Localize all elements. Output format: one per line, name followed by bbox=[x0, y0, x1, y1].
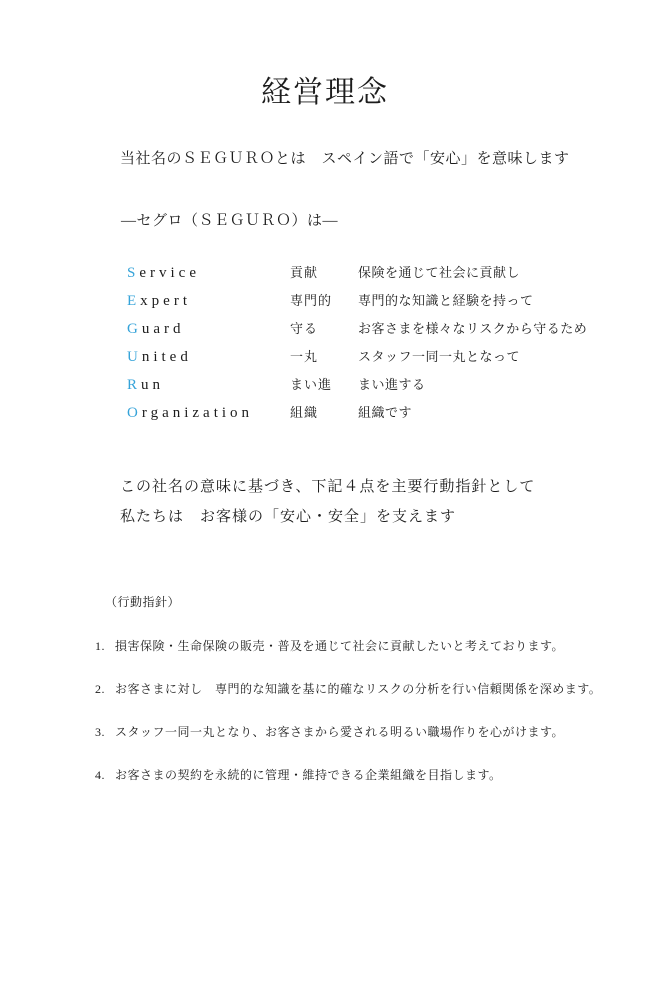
guideline-item-1 bbox=[95, 638, 650, 654]
acronym-table bbox=[127, 259, 650, 427]
acronym-word bbox=[127, 287, 290, 315]
guidelines-heading: （行動指針） bbox=[105, 595, 181, 609]
acronym-rest: uard bbox=[141, 321, 185, 337]
acronym-term-jp: 貢献 bbox=[290, 265, 319, 280]
acronym-description: スタッフ一同一丸となって bbox=[358, 349, 521, 364]
acronym-term-jp: 専門的 bbox=[290, 293, 333, 308]
acronym-description: 組織です bbox=[358, 405, 413, 420]
guideline-text: お客さまの契約を永続的に管理・維持できる企業組織を目指します。 bbox=[115, 768, 502, 782]
acronym-initial: O bbox=[127, 405, 142, 421]
acronym-initial: R bbox=[127, 377, 142, 393]
acronym-word bbox=[127, 315, 290, 343]
document-page bbox=[0, 75, 650, 994]
acronym-rest: xpert bbox=[140, 293, 191, 309]
acronym-word bbox=[127, 259, 290, 287]
guideline-number: 1. bbox=[95, 639, 105, 653]
acronym-word bbox=[127, 343, 290, 371]
acronym-initial: S bbox=[127, 265, 140, 281]
acronym-row-service bbox=[127, 259, 650, 287]
page-title: 経営理念 bbox=[261, 76, 389, 109]
guideline-item-4 bbox=[95, 767, 650, 783]
acronym-row-guard bbox=[127, 315, 650, 343]
guideline-number: 2. bbox=[95, 682, 105, 696]
acronym-initial: U bbox=[127, 349, 142, 365]
acronym-term-jp: 守る bbox=[290, 321, 319, 336]
closing-line-1: この社名の意味に基づき、下記４点を主要行動指針として bbox=[120, 479, 536, 495]
acronym-rest: rganization bbox=[141, 405, 254, 421]
acronym-description: まい進する bbox=[358, 377, 426, 392]
acronym-rest: nited bbox=[141, 349, 192, 365]
acronym-word bbox=[127, 399, 290, 427]
guideline-text: スタッフ一同一丸となり、お客さまから愛される明るい職場作りを心がけます。 bbox=[115, 725, 565, 739]
acronym-description: 保険を通じて社会に貢献し bbox=[358, 265, 521, 280]
acronym-initial: E bbox=[127, 293, 141, 309]
acronym-rest: un bbox=[141, 377, 165, 393]
guideline-text: お客さまに対し 専門的な知識を基に的確なリスクの分析を行い信頼関係を深めます。 bbox=[115, 682, 602, 696]
guidelines-list bbox=[0, 638, 650, 783]
company-name-intro: 当社名のＳＥＧＵＲＯとは スペイン語で「安心」を意味します bbox=[120, 151, 570, 167]
acronym-row-run bbox=[127, 371, 650, 399]
acronym-rest: ervice bbox=[139, 265, 200, 281]
guideline-item-3 bbox=[95, 724, 650, 740]
acronym-initial: G bbox=[127, 321, 142, 337]
acronym-row-expert bbox=[127, 287, 650, 315]
acronym-word bbox=[127, 371, 290, 399]
acronym-description: 専門的な知識と経験を持って bbox=[358, 293, 534, 308]
acronym-term-jp: まい進 bbox=[290, 377, 333, 392]
guideline-number: 3. bbox=[95, 725, 105, 739]
guideline-text: 損害保険・生命保険の販売・普及を通じて社会に貢献したいと考えております。 bbox=[115, 639, 565, 653]
acronym-description: お客さまを様々なリスクから守るため bbox=[358, 321, 588, 336]
guideline-number: 4. bbox=[95, 768, 105, 782]
guideline-item-2 bbox=[95, 681, 650, 697]
seguro-subheading: ―セグロ（ＳＥＧＵＲＯ）は― bbox=[121, 213, 339, 229]
acronym-term-jp: 一丸 bbox=[290, 349, 319, 364]
acronym-row-organization bbox=[127, 399, 650, 427]
closing-statement bbox=[120, 472, 650, 532]
closing-line-2: 私たちは お客様の「安心・安全」を支えます bbox=[120, 509, 457, 525]
acronym-row-united bbox=[127, 343, 650, 371]
acronym-term-jp: 組織 bbox=[290, 405, 319, 420]
